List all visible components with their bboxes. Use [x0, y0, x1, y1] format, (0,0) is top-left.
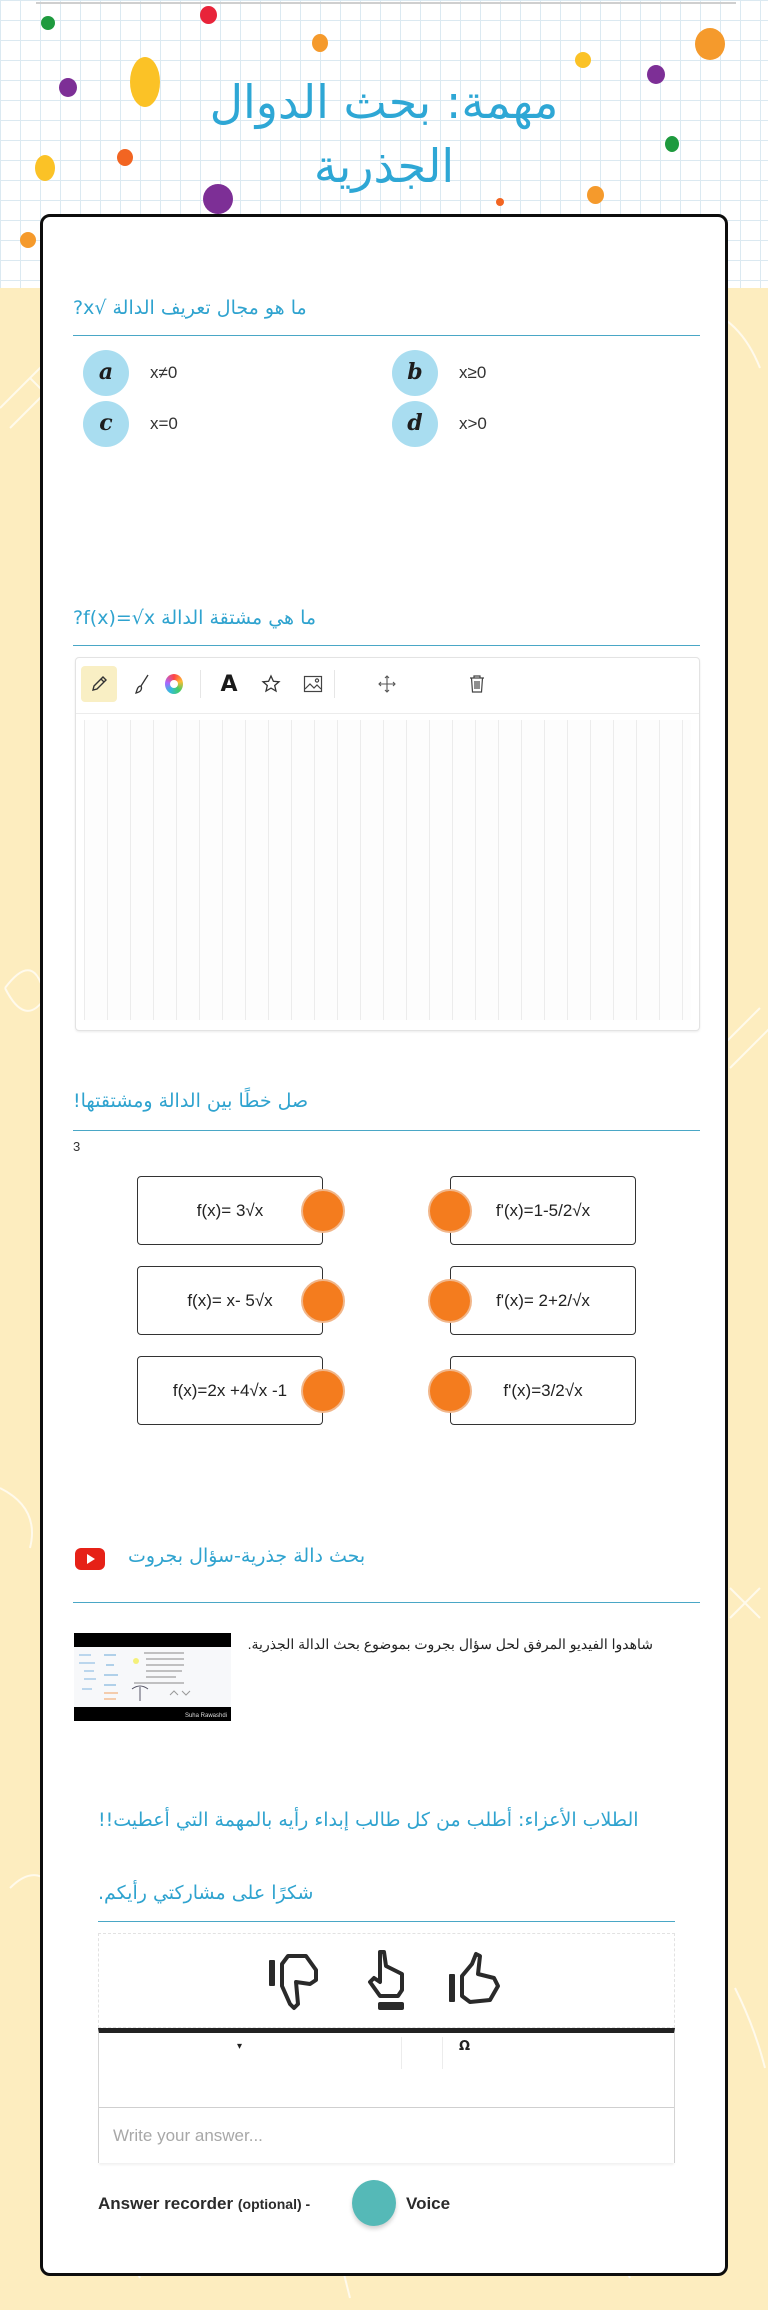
option-d-text[interactable]: x>0 [459, 414, 487, 433]
match-right-connector-1[interactable] [428, 1189, 472, 1233]
star-icon [261, 674, 281, 694]
color-picker-button[interactable] [156, 666, 192, 702]
pencil-tool-button[interactable] [81, 666, 117, 702]
option-a-text[interactable]: x≠0 [150, 363, 178, 382]
option-a-button[interactable]: a [83, 350, 129, 396]
page-title-line-1: مهمة: بحث الدوال [209, 75, 559, 129]
question3-underline [73, 1130, 700, 1131]
thumbs-up-button[interactable] [446, 1948, 510, 2014]
thumbs-up-icon [446, 1948, 510, 2014]
special-character-button[interactable]: Ω [459, 2039, 471, 2054]
move-icon [377, 674, 397, 694]
match-right-connector-2[interactable] [428, 1279, 472, 1323]
option-c-text[interactable]: x=0 [150, 414, 178, 433]
feedback-thanks: شكرًا على مشاركتي رأيكم. [98, 1882, 314, 1904]
thumbs-down-icon [266, 1948, 330, 2014]
voice-record-button[interactable] [352, 2180, 396, 2226]
answer-recorder-title: Answer recorder [98, 2194, 234, 2213]
trash-icon [469, 674, 485, 694]
task-card [40, 214, 728, 2276]
answer-recorder-label [98, 2191, 310, 2217]
match-left-connector-2[interactable] [301, 1279, 345, 1323]
pencil-icon [90, 675, 108, 693]
brush-tool-button[interactable] [124, 666, 160, 702]
question2-heading: ما هي مشتقة الدالة f(x)=√x? [73, 607, 317, 629]
move-tool-button[interactable] [369, 666, 405, 702]
paint-splat-decoration [695, 28, 725, 60]
match-right-connector-3[interactable] [428, 1369, 472, 1413]
image-icon [303, 675, 323, 693]
text-tool-button[interactable] [211, 666, 247, 702]
sticker-tool-button[interactable] [253, 666, 289, 702]
voice-label: Voice [406, 2194, 451, 2213]
pointing-hand-icon [358, 1948, 422, 2014]
drawing-canvas[interactable] [84, 720, 691, 1020]
option-d-button[interactable]: d [392, 401, 438, 447]
image-tool-button[interactable] [295, 666, 331, 702]
pointing-hand-button[interactable] [358, 1948, 422, 2014]
toolbar-separator [334, 670, 335, 698]
match-left-item-1: f(x)= 3√x [137, 1176, 323, 1245]
match-left-item-3: f(x)=2x +4√x -1 [137, 1356, 323, 1425]
paint-splat-decoration [312, 34, 328, 52]
match-left-connector-3[interactable] [301, 1369, 345, 1413]
answer-editor [98, 2028, 675, 2163]
match-right-item-1: f'(x)=1-5/2√x [450, 1176, 636, 1245]
youtube-icon [75, 1548, 105, 1570]
editor-toolbar-separator [442, 2037, 443, 2069]
paint-splat-decoration [41, 16, 55, 30]
option-c-button[interactable]: c [83, 401, 129, 447]
delete-tool-button[interactable] [459, 666, 495, 702]
top-divider [36, 2, 736, 4]
paint-splat-decoration [496, 198, 504, 206]
thumbs-down-button[interactable] [266, 1948, 330, 2014]
feedback-instruction: الطلاب الأعزاء: أطلب من كل طالب إبداء رأيه بالمهمة التي أعطيت!! [98, 1809, 639, 1831]
text-icon: A [220, 671, 238, 697]
editor-toolbar [99, 2033, 674, 2071]
reaction-picker [98, 1933, 675, 2028]
answer-recorder-optional: (optional) - [237, 2196, 311, 2212]
editor-toolbar-separator [401, 2037, 402, 2069]
option-b-text[interactable]: x≥0 [459, 363, 487, 382]
paint-splat-decoration [20, 232, 36, 248]
question1-heading: ما هو مجال تعريف الدالة √x? [73, 297, 307, 319]
video-description: شاهدوا الفيديو المرفق لحل سؤال بجروت بموضوع بحث الدالة الجذرية. [247, 1636, 653, 1652]
question1-underline [73, 335, 700, 336]
video-thumbnail-caption: Suha Rawashdi [184, 1713, 227, 1719]
paint-splat-decoration [200, 6, 217, 24]
video-thumbnail[interactable] [74, 1633, 231, 1721]
paint-splat-decoration [575, 52, 591, 68]
brush-icon [133, 674, 151, 694]
match-right-item-3: f'(x)=3/2√x [450, 1356, 636, 1425]
drawing-toolbar [76, 658, 699, 714]
drawing-board [75, 657, 700, 1031]
answer-input[interactable] [99, 2108, 674, 2163]
match-left-item-2: f(x)= x- 5√x [137, 1266, 323, 1335]
video-thumbnail-image [74, 1647, 231, 1707]
video-heading: بحث دالة جذرية-سؤال بجروت [128, 1545, 366, 1567]
match-left-connector-1[interactable] [301, 1189, 345, 1233]
match-count: 3 [73, 1139, 81, 1154]
page-title-line-2: الجذرية [313, 139, 455, 193]
match-right-item-2: f'(x)= 2+2/√x [450, 1266, 636, 1335]
question2-underline [73, 645, 700, 646]
question3-heading: صل خطًا بين الدالة ومشتقتها! [73, 1090, 309, 1112]
format-dropdown-caret-icon[interactable]: ▾ [237, 2041, 243, 2052]
feedback-underline [98, 1921, 675, 1922]
option-b-button[interactable]: b [392, 350, 438, 396]
color-wheel-icon [165, 674, 183, 694]
video-underline [73, 1602, 700, 1603]
toolbar-separator [200, 670, 201, 698]
